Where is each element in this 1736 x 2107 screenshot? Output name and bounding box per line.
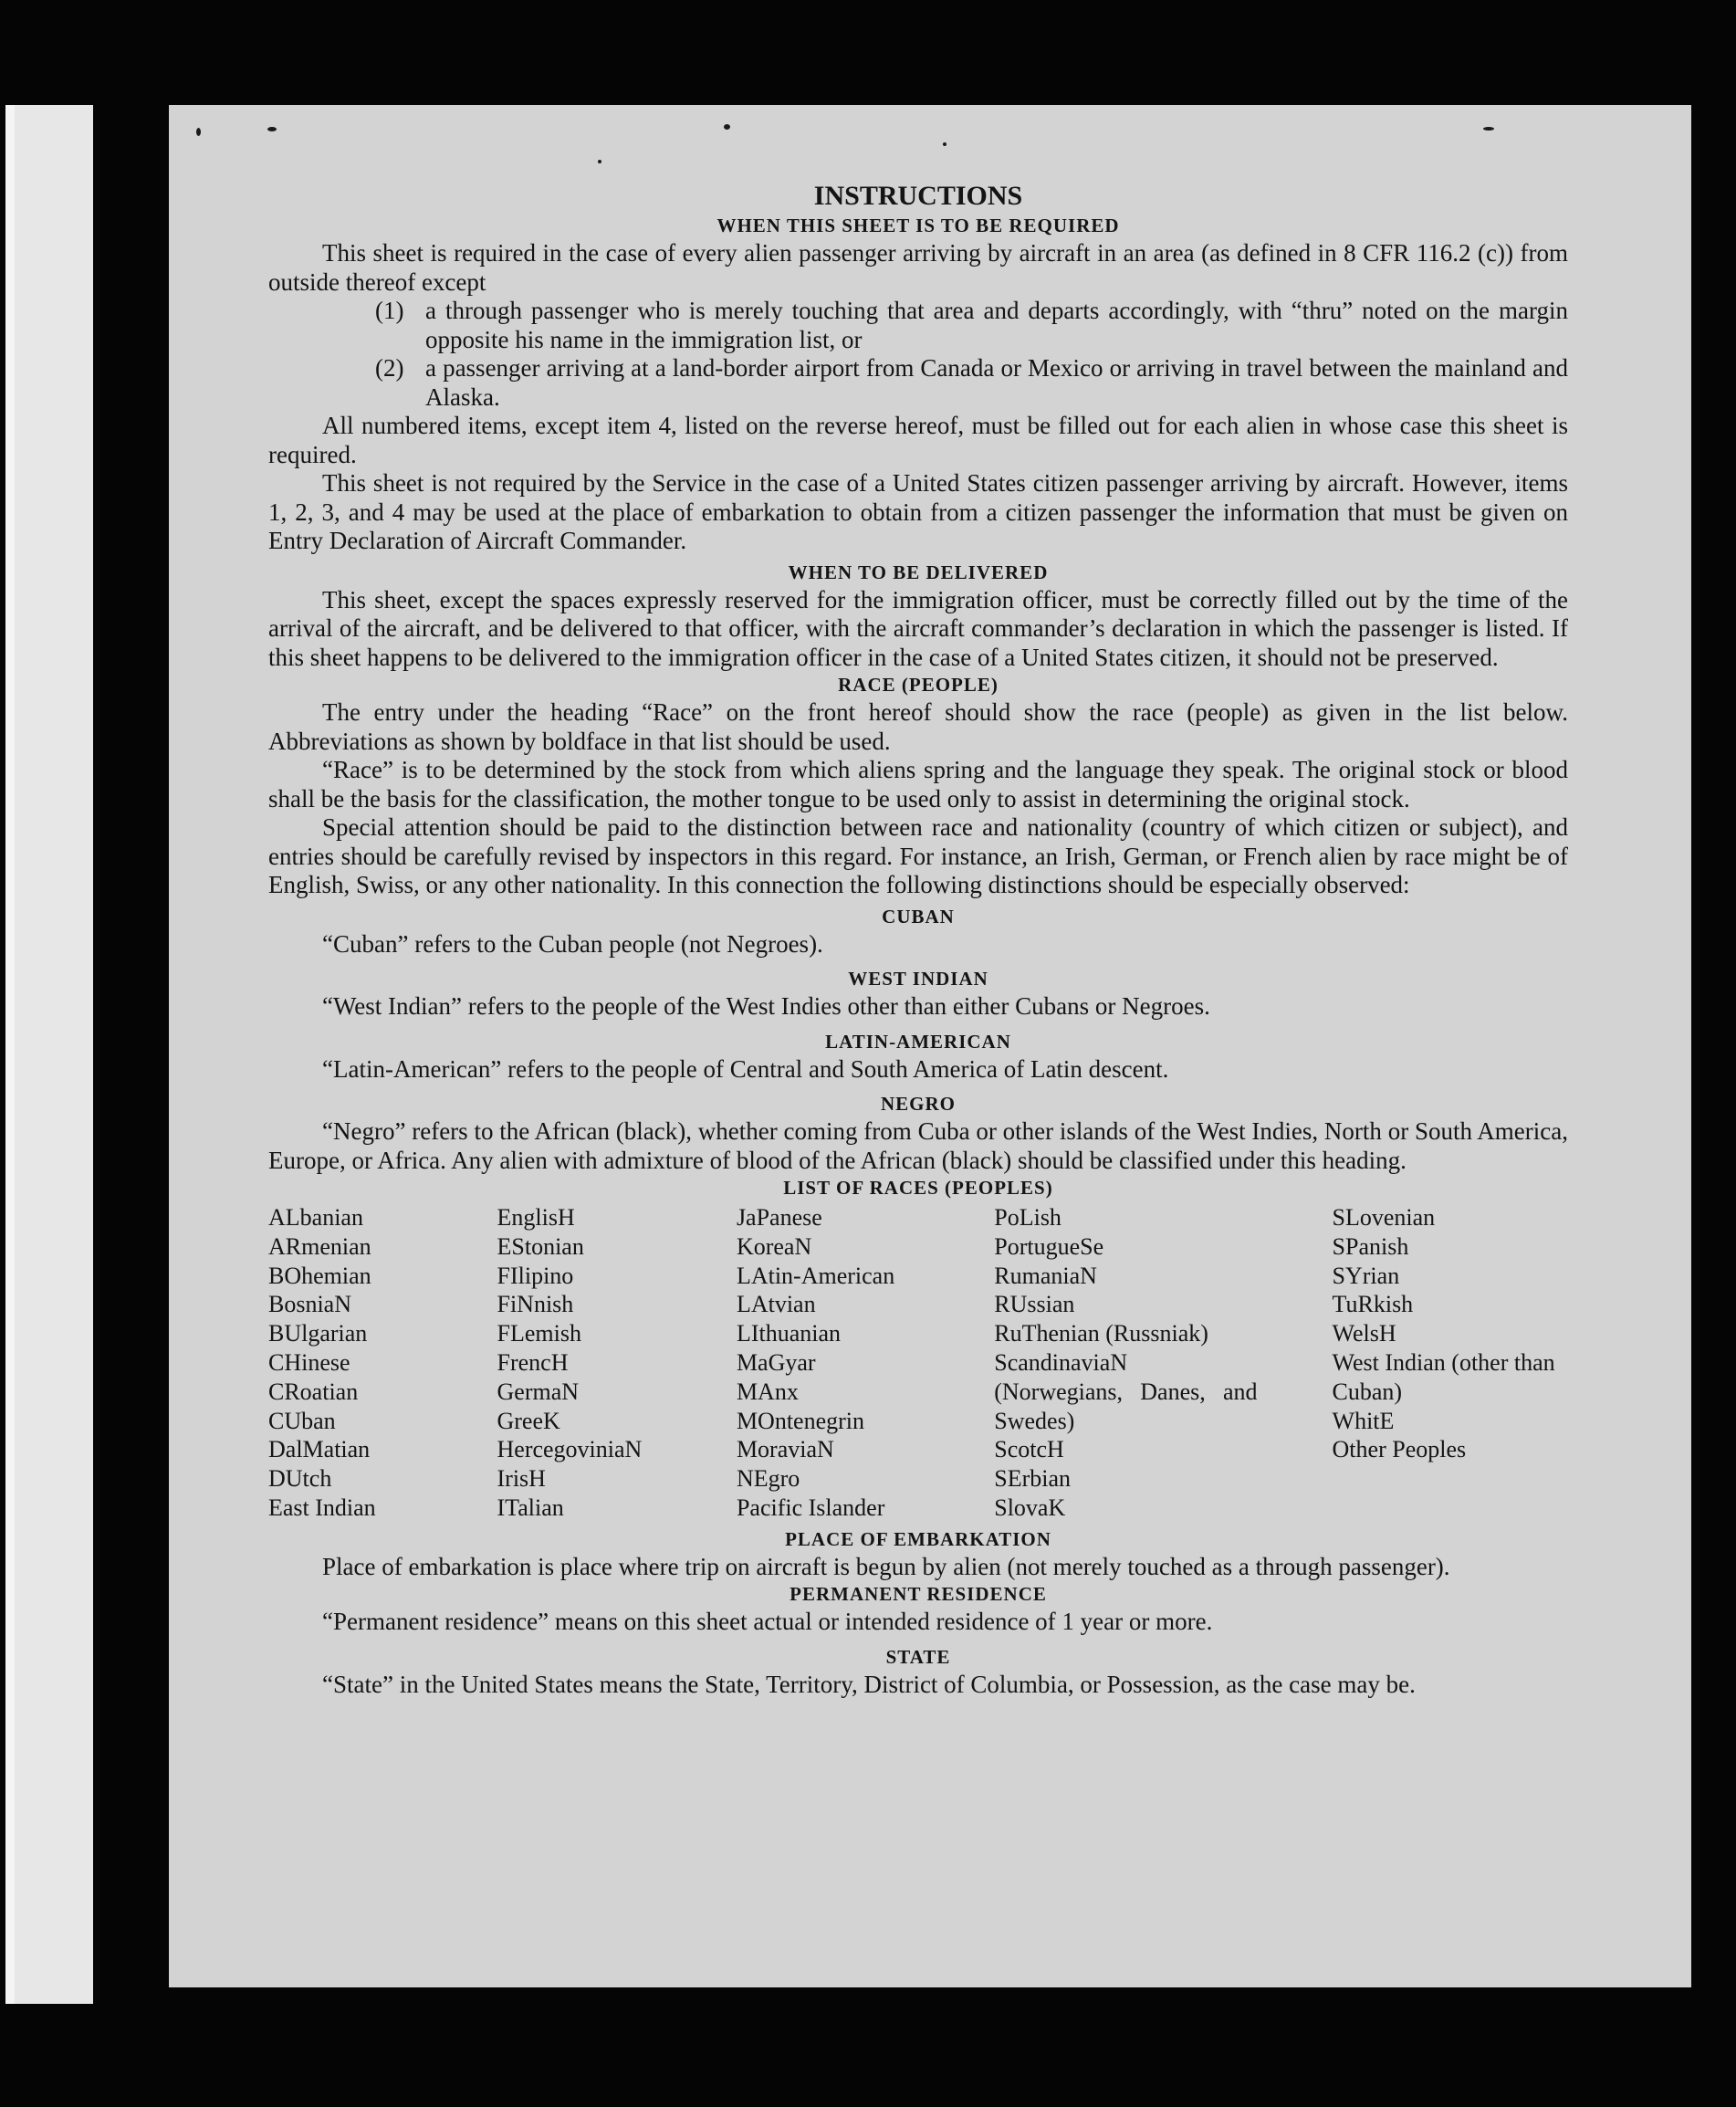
race-entry: RUssian xyxy=(994,1291,1075,1318)
race-column-4 xyxy=(994,1203,1257,1523)
race-entry: DalMatian xyxy=(268,1436,371,1463)
exception-list xyxy=(268,297,1568,412)
section-heading-cuban: CUBAN xyxy=(882,905,955,928)
race-entry: Other Peoples xyxy=(1332,1436,1467,1463)
race-column-3 xyxy=(737,1203,994,1523)
race-entry: EStonian xyxy=(497,1232,584,1260)
race-entry: ALbanian xyxy=(268,1204,363,1231)
race-entry: BosniaN xyxy=(268,1291,351,1318)
race-entry: SYrian xyxy=(1332,1262,1400,1289)
instructions-text xyxy=(268,180,1568,1699)
race-entry: CRoatian xyxy=(268,1378,359,1405)
section-heading-embarkation: PLACE OF EMBARKATION xyxy=(785,1527,1051,1550)
state-text: “State” in the United States means the State, Territory, District of Columbia, or Possession, as the case may be. xyxy=(322,1670,1416,1698)
race-entry: BOhemian xyxy=(268,1262,371,1289)
race-entry: FIlipino xyxy=(497,1262,574,1289)
section-heading-west-indian: WEST INDIAN xyxy=(848,968,988,990)
race-entry: FrencH xyxy=(497,1348,569,1376)
scan-speck xyxy=(724,124,730,130)
embarkation-text: Place of embarkation is place where trip on aircraft is begun by alien (not merely touched as a through passenger). xyxy=(322,1552,1450,1580)
scan-speck xyxy=(943,142,946,146)
race-entry: JaPanese xyxy=(736,1204,822,1231)
delivered-paragraph: This sheet, except the spaces expressly reserved for the immigration officer, must be correctly filled out by the time of the arrival of the aircraft, and be delivered to that officer, with the aircraft commander’s declaration in which the passenger is listed. If this sheet happens to be delivered to the immigration officer in the case of a United States citizen, it should not be preserved. xyxy=(268,585,1568,671)
race-entry: WelsH xyxy=(1332,1320,1396,1347)
section-heading-delivered: WHEN TO BE DELIVERED xyxy=(788,561,1049,583)
race-entry: ScandinaviaN (Norwegians, Danes, and Swedes) xyxy=(994,1348,1258,1434)
race-entry: BUlgarian xyxy=(268,1320,368,1347)
race-column-1 xyxy=(268,1203,497,1523)
race-entry: FiNnish xyxy=(497,1291,574,1318)
race-entry: LAtvian xyxy=(736,1291,816,1318)
race-entry: NEgro xyxy=(736,1465,800,1493)
race-paragraph-2: “Race” is to be determined by the stock from which aliens spring and the language they speak. The original stock or blood shall be the basis for the classification, the mother tongue to be used only to assist in determining the original stock. xyxy=(268,756,1568,812)
exception-item-1 xyxy=(268,297,1568,354)
negro-text: “Negro” refers to the African (black), whether coming from Cuba or other islands of the West Indies, North or South America, Europe, or Africa. Any alien with admixture of blood of the African (black) should be classified under this heading. xyxy=(268,1117,1568,1174)
exception-text-1: a through passenger who is merely touching that area and departs accordingly, with “thru” noted on the margin opposite his name in the immigration list, or xyxy=(425,297,1568,353)
race-entry: ARmenian xyxy=(268,1232,371,1260)
section-heading-required: WHEN THIS SHEET IS TO BE REQUIRED xyxy=(716,215,1120,236)
race-entry: MoraviaN xyxy=(736,1436,834,1463)
race-entry: PoLish xyxy=(994,1204,1061,1231)
required-paragraph-2: All numbered items, except item 4, listed on the reverse hereof, must be filled out for each alien in whose case this sheet is required. xyxy=(268,412,1568,468)
race-entry: Pacific Islander xyxy=(736,1494,885,1521)
race-entry: MaGyar xyxy=(736,1348,816,1376)
page-title: INSTRUCTIONS xyxy=(813,181,1023,211)
race-entry: KoreaN xyxy=(736,1232,812,1260)
race-entry: LAtin-American xyxy=(736,1262,895,1289)
section-heading-residence: PERMANENT RESIDENCE xyxy=(790,1583,1047,1606)
west-indian-text: “West Indian” refers to the people of the West Indies other than either Cubans or Negroes. xyxy=(322,992,1210,1020)
race-entry: ITalian xyxy=(497,1494,564,1521)
cuban-text: “Cuban” refers to the Cuban people (not Negroes). xyxy=(322,929,823,958)
required-paragraph-1: This sheet is required in the case of every alien passenger arriving by aircraft in an area (as defined in 8 CFR 116.2 (c)) from outside thereof except xyxy=(268,239,1568,296)
race-entry: East Indian xyxy=(268,1494,376,1521)
race-entry: GreeK xyxy=(497,1407,560,1434)
race-entry: RuThenian (Russniak) xyxy=(994,1320,1208,1347)
scan-speck xyxy=(1483,127,1494,131)
race-paragraph-3: Special attention should be paid to the distinction between race and nationality (country of which citizen or subject), and entries should be carefully revised by inspectors in this regard. For instance, an Irish, German, or French alien by race might be of English, Swiss, or any other nationality. In this connection the following distinctions should be especially observed: xyxy=(268,813,1568,898)
scan-speck xyxy=(196,128,201,136)
race-entry: RumaniaN xyxy=(994,1262,1097,1289)
race-entry: EnglisH xyxy=(497,1204,575,1231)
race-entry: SErbian xyxy=(994,1465,1072,1493)
race-entry: CHinese xyxy=(268,1348,350,1376)
section-heading-race-list: LIST OF RACES (PEOPLES) xyxy=(783,1177,1053,1199)
section-heading-negro: NEGRO xyxy=(880,1093,956,1115)
scan-speck xyxy=(267,127,277,131)
race-entry: IrisH xyxy=(497,1465,546,1493)
section-heading-race: RACE (PEOPLE) xyxy=(838,674,999,696)
race-entry: GermaN xyxy=(497,1378,580,1405)
race-column-5 xyxy=(1333,1203,1568,1523)
exception-number-2: (2) xyxy=(375,354,404,382)
left-film-strip-edge xyxy=(5,105,15,2004)
latin-american-text: “Latin-American” refers to the people of Central and South America of Latin descent. xyxy=(322,1054,1169,1083)
race-entry: MAnx xyxy=(736,1378,799,1405)
race-entry: DUtch xyxy=(268,1465,332,1493)
race-column-2 xyxy=(497,1203,737,1523)
race-paragraph-1: The entry under the heading “Race” on the front hereof should show the race (people) as given in the list below. Abbreviations as shown by boldface in that list should be used. xyxy=(268,698,1568,755)
race-entry: TuRkish xyxy=(1332,1291,1414,1318)
race-entry: PortugueSe xyxy=(994,1232,1104,1260)
document-sheet xyxy=(169,105,1691,1987)
exception-item-2 xyxy=(268,354,1568,412)
race-entry: MOntenegrin xyxy=(736,1407,865,1434)
race-entry: LIthuanian xyxy=(736,1320,842,1347)
race-entry: ScotcH xyxy=(994,1436,1064,1463)
scan-speck xyxy=(598,160,601,163)
race-entry: SPanish xyxy=(1332,1232,1409,1260)
section-heading-latin-american: LATIN-AMERICAN xyxy=(825,1030,1011,1053)
exception-text-2: a passenger arriving at a land-border airport from Canada or Mexico or arriving in travel between the mainland and Alaska. xyxy=(425,354,1568,411)
exception-number-1: (1) xyxy=(375,297,404,324)
race-entry: SLovenian xyxy=(1332,1204,1436,1231)
race-entry: HercegoviniaN xyxy=(497,1436,643,1463)
race-entry: CUban xyxy=(268,1407,336,1434)
required-paragraph-3: This sheet is not required by the Service in the case of a United States citizen passenger arriving by aircraft. However, items 1, 2, 3, and 4 may be used at the place of embarkation to obtain from a citizen passenger the information that must be given on Entry Declaration of Aircraft Commander. xyxy=(268,469,1568,554)
residence-text: “Permanent residence” means on this sheet actual or intended residence of 1 year or more. xyxy=(322,1608,1213,1636)
race-entry: WhitE xyxy=(1332,1407,1395,1434)
left-film-strip xyxy=(5,105,93,2004)
race-entry: SlovaK xyxy=(994,1494,1066,1521)
race-entry: FLemish xyxy=(497,1320,581,1347)
section-heading-state: STATE xyxy=(885,1645,951,1668)
race-entry: West Indian (other than Cuban) xyxy=(1332,1348,1555,1405)
race-list xyxy=(268,1203,1568,1523)
